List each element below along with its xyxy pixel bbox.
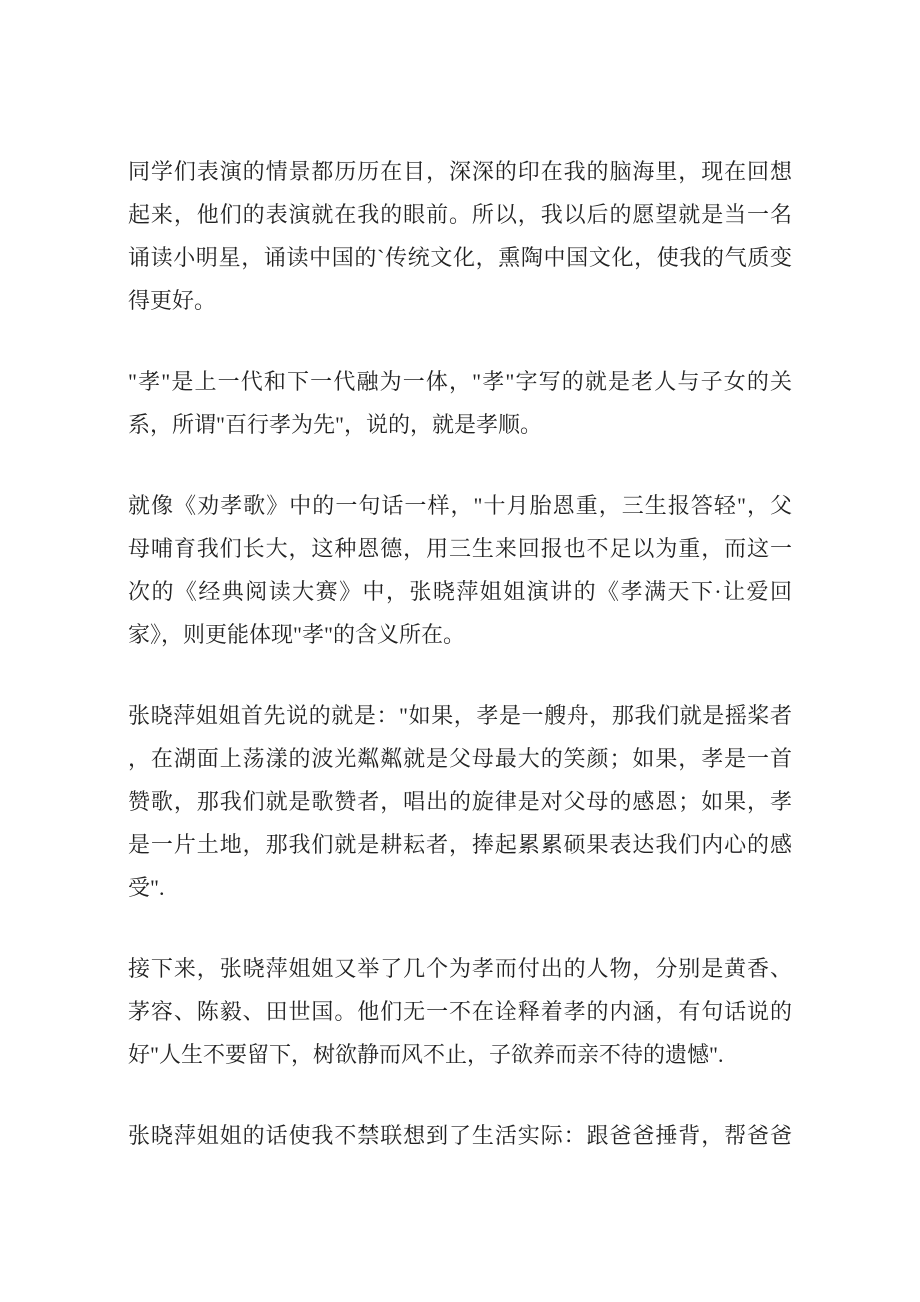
text-line: 母哺育我们长大，这种恩德，用三生来回报也不足以为重，而这一: [128, 536, 792, 561]
text-line: 次的《经典阅读大赛》中，张晓萍姐姐演讲的《孝满天下·让爱回: [128, 579, 792, 604]
text-line: 就像《劝孝歌》中的一句话一样，"十月胎恩重，三生报答轻"，父: [128, 493, 792, 518]
text-line: 是一片土地，那我们就是耕耘者，捧起累累硕果表达我们内心的感: [128, 832, 792, 857]
text-line: 家》，则更能体现"孝"的含义所在。: [128, 622, 465, 647]
text-line: "孝"是上一代和下一代融为一体，"孝"字写的就是老人与子女的关: [128, 369, 792, 394]
text-line: 得更好。: [128, 288, 217, 313]
text-line: 起来，他们的表演就在我的眼前。所以，我以后的愿望就是当一名: [128, 202, 792, 227]
text-line: 赞歌，那我们就是歌赞者，唱出的旋律是对父母的感恩；如果，孝: [128, 789, 792, 814]
text-line: 接下来，张晓萍姐姐又举了几个为孝而付出的人物，分别是黄香、: [128, 956, 792, 981]
text-line: 好"人生不要留下，树欲静而风不止，子欲养而亲不待的遗憾".: [128, 1042, 724, 1067]
text-line: 系，所谓"百行孝为先"，说的，就是孝顺。: [128, 412, 542, 437]
text-line: 诵读小明星，诵读中国的`传统文化，熏陶中国文化，使我的气质变: [128, 245, 792, 270]
text-line: 同学们表演的情景都历历在目，深深的印在我的脑海里，现在回想: [128, 159, 792, 184]
text-line: 受".: [128, 875, 165, 900]
text-line: 张晓萍姐姐的话使我不禁联想到了生活实际：跟爸爸捶背，帮爸爸: [128, 1123, 792, 1148]
paragraph: [128, 150, 792, 322]
paragraph: [128, 694, 792, 909]
paragraph: [128, 947, 792, 1076]
paragraph: [128, 484, 792, 656]
paragraph: [128, 1114, 792, 1157]
text-line: 茅容、陈毅、田世国。他们无一不在诠释着孝的内涵，有句话说的: [128, 999, 792, 1024]
essay-content: [128, 150, 792, 1157]
text-line: ，在湖面上荡漾的波光粼粼就是父母最大的笑颜；如果，孝是一首: [128, 746, 792, 771]
text-line: 张晓萍姐姐首先说的就是："如果，孝是一艘舟，那我们就是摇桨者: [128, 703, 792, 728]
paragraph: [128, 360, 792, 446]
